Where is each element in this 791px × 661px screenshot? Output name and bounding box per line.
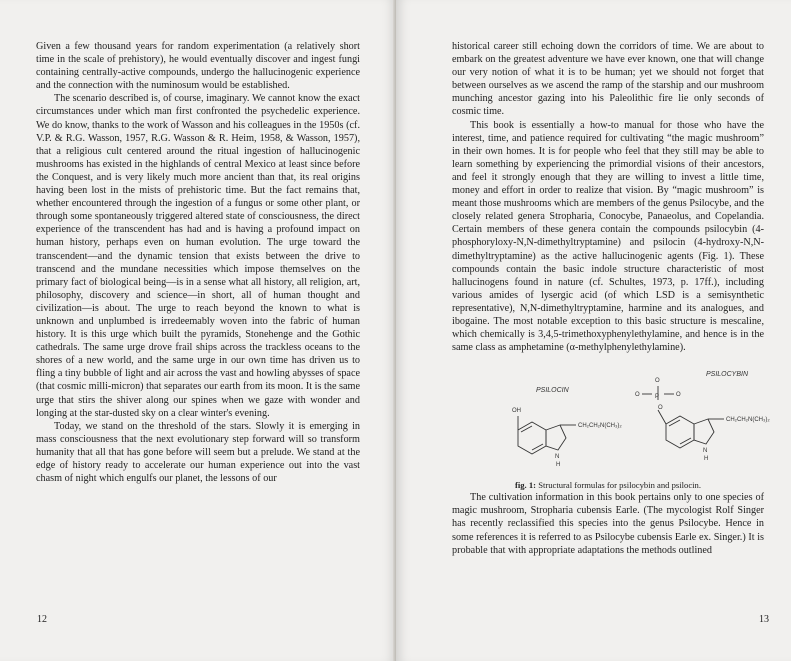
psilocin-label: PSILOCIN bbox=[536, 387, 569, 395]
psilocybin-h-label: H bbox=[704, 456, 709, 463]
right-paragraph-3: The cultivation information in this book pertains only to one species of magic mushroom, Stropharia cubensis Earle. (The mycologist Rolf Singer has recently reclassified this species into the genus Psilocybe. Hence in some references it is referred to as Psilocybe cubensis Earle ex. Singer.) It is probable that with appropriate adaptations the methods outlined bbox=[452, 492, 764, 556]
psilocybin-side-chain: CH₂CH₂N(CH₃)₂ bbox=[726, 417, 770, 424]
left-page-text bbox=[36, 40, 360, 485]
psilocin-side-chain: CH₂CH₂N(CH₃)₂ bbox=[578, 423, 622, 430]
figure-caption bbox=[452, 480, 764, 491]
chemical-structures-drawing bbox=[452, 358, 770, 478]
psilocybin-o-label-right: O bbox=[676, 392, 681, 399]
psilocybin-p-label: P bbox=[655, 394, 660, 401]
right-page-text bbox=[452, 40, 770, 557]
psilocybin-o-label-top: O bbox=[655, 378, 660, 385]
structural-formula-figure bbox=[452, 358, 770, 478]
psilocybin-n-label: N bbox=[703, 448, 708, 455]
right-paragraph-2: This book is essentially a how-to manual for those who have the interest, time, and patience required for cultivating “the magic mushroom” in their own homes. It is for people who feel that they still may be able to learn something by experiencing the primordial visions of their ancestors, and feel it strongly enough that they are willing to invest a little time, money and effort in order to realize that vision. By “magic mushroom” is meant those mushrooms which are members of the genus Psilocybe, and the closely related genera Stropharia, Conocybe, Panaeolus, and Copelandia. Certain members of these genera contain the compounds psilocybin (4-phosphoryloxy-N,N-dimethyltryptamine) and psilocin (4-hydroxy-N,N-dimethyltryptamine) as the active hallucinogenic agents (Fig. 1). These compounds contain the basic indole structure characteristic of most hallucinogens found in nature (cf. Schultes, 1973, p. 17ff.), including various amides of lysergic acid (of which LSD is a semisynthetic representative), N,N-dimethyltryptamine, harmine and its analogues, and ibogaine. The most notable exception to this basic structure is mescaline, which chemically is 3,4,5-trimethoxyphenylethylamine, and hence is in the same class as amphetamine (α-methylphenylethylamine). bbox=[452, 119, 764, 354]
psilocybin-o-label-left: O bbox=[635, 392, 640, 399]
left-page-number: 12 bbox=[37, 614, 47, 625]
figure-caption-prefix: fig. 1: bbox=[515, 480, 537, 491]
figure-caption-text: Structural formulas for psilocybin and psilocin. bbox=[538, 480, 701, 491]
right-paragraph-1: historical career still echoing down the corridors of time. We are about to embark on the greatest adventure we have ever known, one that will change our very notion of what it is to be human; yet we should not forget that between ourselves as we ascend the ramp of the starship and our mushroom munching ancestor gazing into his Paleolithic fire lie only seconds of cosmic time. bbox=[452, 41, 764, 118]
psilocin-h-label: H bbox=[556, 462, 561, 469]
right-page bbox=[396, 0, 791, 661]
left-paragraph-3: Today, we stand on the threshold of the stars. Slowly it is emerging in mass consciousness that the next evolutionary step forward will so transform humanity that all that has gone before will seem but a prelude. We stand at the edge of history ready to accelerate our human experience out into the vast chasm of night which engulfs our planet, the lessons of our bbox=[36, 420, 360, 485]
psilocin-oh-label: OH bbox=[512, 408, 521, 415]
psilocybin-label: PSILOCYBIN bbox=[706, 371, 749, 379]
left-paragraph-1: Given a few thousand years for random experimentation (a relatively short time in the scale of prehistory), he would eventually discover and ingest fungi containing centrally-active compounds, undergo the hallucinogenic experience and the connection with the numinosum would be established. bbox=[36, 41, 360, 92]
psilocin-n-label: N bbox=[555, 454, 560, 461]
right-page-number: 13 bbox=[759, 614, 769, 625]
left-paragraph-2: The scenario described is, of course, imaginary. We cannot know the exact circumstances under which man first confronted the psychedelic experience. We do know, thanks to the work of Wasson and his colleagues in the 1950s (cf. V.P. & R.G. Wasson, 1957, R.G. Wasson & R. Heim, 1958, & Wasson, 1957), that a religious cult centered around the ritual ingestion of hallucinogenic mushrooms has existed in the highlands of central Mexico at least since before the Conquest, and is very likely much more ancient than that, its real origins having been lost in the mists of prehistoric time. But the fact remains that, whether encountered through the ingestion of a fungus or some other plant, or through some spontaneously triggered altered state of consciousness, the direct experience of the transcendent has had and is having a profound impact on human history, perhaps even on human evolution. The urge toward the transcendent—and the dynamic tension that exists between the drive to transcend and the mundane necessities which impose themselves on the primary fact of biological being—is in a sense what all history, all religion, art, philosophy, discovery and science—in short, all of human thought and civilization—is about. The urge to reach beyond the known to what is unknown and unplumbed is irredeemably woven into the fabric of human history. It is this urge which built the pyramids, Stonehenge and the Gothic cathedrals. The same urge drove frail ships across the trackless oceans to the shores of a new world, and the same urge in our own time has driven us to fling a tiny bubble of light and air across the vast and howling abysses of space (that cosmic milli-micron) that separates our earth from its moon. It is the same urge that stirs the shiver along our spines when we gaze with wonder and longing at the star-dusted sky on a clear winter's evening. bbox=[36, 93, 360, 419]
psilocybin-o-label-bottom: O bbox=[658, 405, 663, 412]
